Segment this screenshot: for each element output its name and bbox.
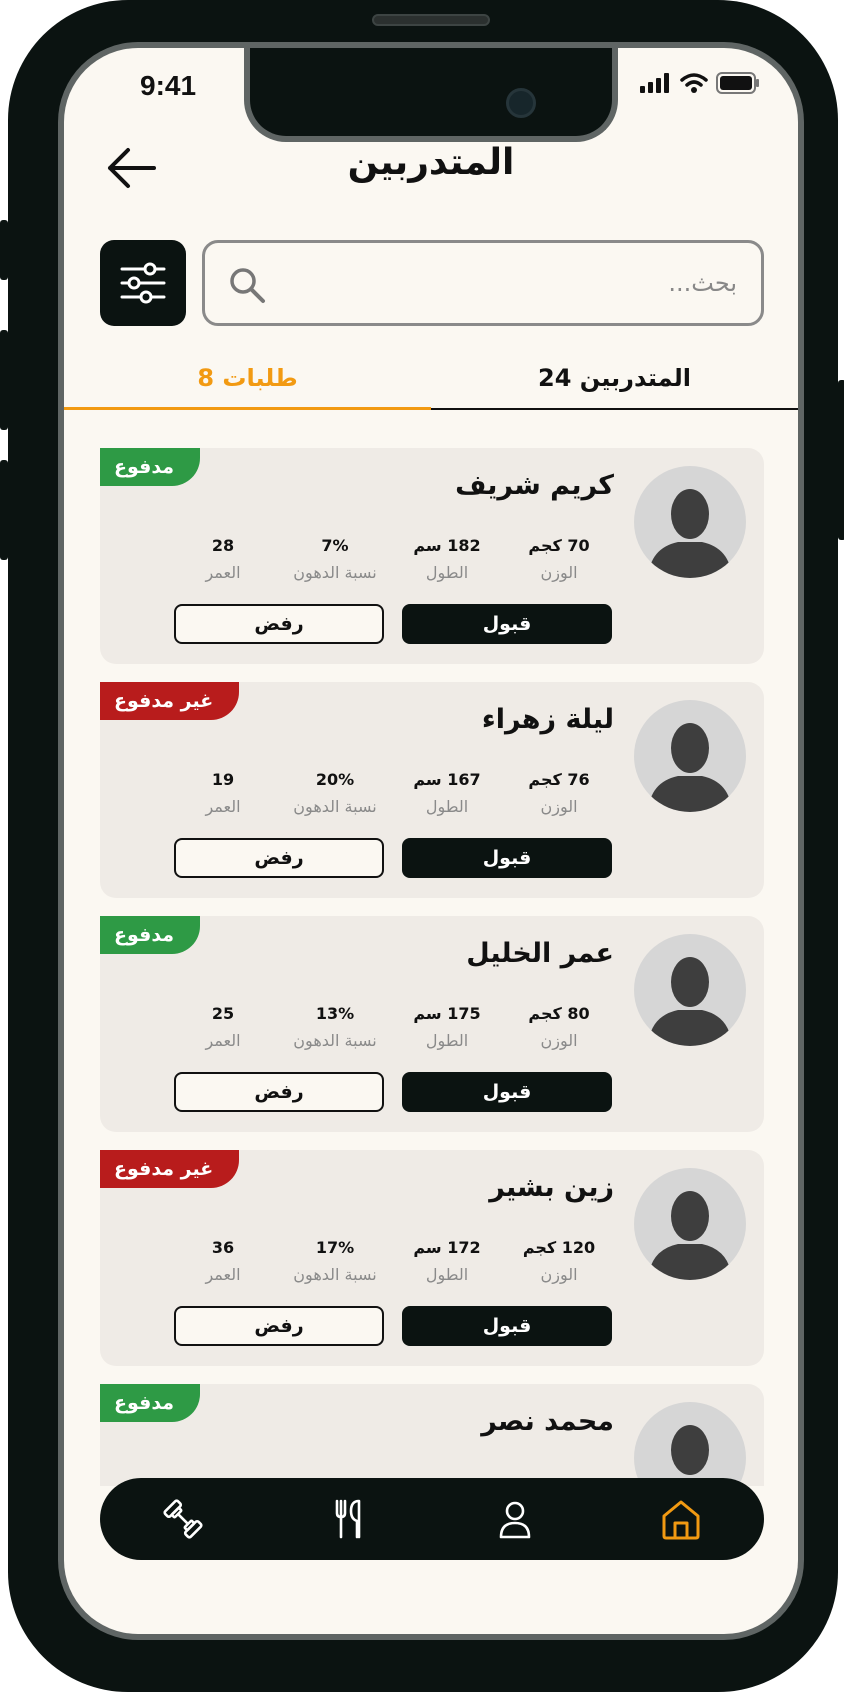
height-label: الطول [425,1265,469,1284]
status-time: 9:41 [140,70,197,101]
trainee-card [100,682,764,898]
nav-home[interactable] [598,1478,764,1560]
weight-value: 80 كجم [528,1004,590,1023]
user-silhouette-icon [634,466,746,578]
age-value: 19 [211,770,235,789]
body-fat-value: 7% [321,536,349,555]
body-fat-value: 13% [315,1004,355,1023]
fork-knife-icon [327,1497,371,1541]
stat-weight [504,768,614,818]
volume-up-button [0,330,8,430]
tab-trainees[interactable]: المتدربين 24 [431,348,798,410]
height-value: 175 سم [413,1004,481,1023]
header [64,128,798,208]
height-value: 182 سم [413,536,481,555]
bottom-nav [100,1478,764,1560]
stat-height [392,1002,502,1052]
nav-workouts[interactable] [100,1478,266,1560]
user-silhouette-icon [634,934,746,1046]
trainee-card [100,916,764,1132]
stat-height [392,768,502,818]
search-row [100,240,766,326]
avatar [634,700,746,812]
stat-weight [504,1002,614,1052]
age-value: 25 [211,1004,235,1023]
status-icons [640,72,760,94]
user-silhouette-icon [634,700,746,812]
reject-button[interactable]: رفض [174,1072,384,1112]
search-input[interactable] [297,243,737,323]
body-fat-label: نسبة الدهون [293,1031,377,1050]
stat-age [168,768,278,818]
search-icon [227,265,267,305]
age-label: العمر [205,563,241,582]
dumbbell-icon [161,1497,205,1541]
screen [64,48,798,1634]
height-label: الطول [425,1031,469,1050]
wifi-icon [680,72,708,94]
front-camera [506,88,536,118]
trainee-card [100,1150,764,1366]
payment-status-badge: مدفوع [100,1384,200,1422]
tab-bar [64,348,798,410]
body-fat-value: 17% [315,1238,355,1257]
nav-profile[interactable] [432,1478,598,1560]
volume-down-button [0,460,8,560]
stat-body-fat [280,534,390,584]
age-label: العمر [205,1031,241,1050]
cellular-signal-icon [640,73,672,93]
accept-button[interactable]: قبول [402,838,612,878]
stat-body-fat [280,1002,390,1052]
reject-button[interactable]: رفض [174,1306,384,1346]
stat-body-fat [280,1236,390,1286]
trainee-card [100,1384,764,1486]
age-value: 36 [211,1238,235,1257]
stat-body-fat [280,768,390,818]
weight-value: 76 كجم [528,770,590,789]
home-icon [659,1497,703,1541]
stat-weight [504,1236,614,1286]
trainee-name: زين بشير [489,1172,614,1203]
power-button [838,380,844,540]
avatar [634,934,746,1046]
weight-label: الوزن [540,1265,578,1284]
trainee-request-list [100,448,764,1486]
age-label: العمر [205,797,241,816]
stat-weight [504,534,614,584]
filter-button[interactable] [100,240,186,326]
search-box [202,240,764,326]
weight-label: الوزن [540,797,578,816]
speaker-grille [372,14,490,26]
reject-button[interactable]: رفض [174,604,384,644]
height-label: الطول [425,797,469,816]
age-label: العمر [205,1265,241,1284]
weight-label: الوزن [540,563,578,582]
trainee-name: ليلة زهراء [481,704,614,735]
body-fat-label: نسبة الدهون [293,797,377,816]
weight-value: 120 كجم [522,1238,596,1257]
page-title: المتدربين [347,142,515,183]
reject-button[interactable]: رفض [174,838,384,878]
weight-label: الوزن [540,1031,578,1050]
trainee-card [100,448,764,664]
body-fat-label: نسبة الدهون [293,1265,377,1284]
avatar [634,466,746,578]
trainee-name: عمر الخليل [466,938,614,969]
avatar [634,1402,746,1486]
height-value: 172 سم [413,1238,481,1257]
payment-status-badge: غير مدفوع [100,1150,239,1188]
avatar [634,1168,746,1280]
payment-status-badge: مدفوع [100,448,200,486]
accept-button[interactable]: قبول [402,604,612,644]
user-silhouette-icon [634,1402,746,1486]
stat-age [168,534,278,584]
sliders-icon [120,262,166,304]
payment-status-badge: غير مدفوع [100,682,239,720]
phone-frame [8,0,838,1692]
accept-button[interactable]: قبول [402,1072,612,1112]
tab-requests[interactable]: طلبات 8 [64,348,431,410]
stat-age [168,1236,278,1286]
stat-age [168,1002,278,1052]
nav-nutrition[interactable] [266,1478,432,1560]
battery-icon [716,72,760,94]
stat-height [392,1236,502,1286]
body-fat-label: نسبة الدهون [293,563,377,582]
payment-status-badge: مدفوع [100,916,200,954]
mute-switch [0,220,8,280]
weight-value: 70 كجم [528,536,590,555]
trainee-name: كريم شريف [455,470,614,501]
body-fat-value: 20% [315,770,355,789]
trainee-name: محمد نصر [481,1406,614,1437]
height-value: 167 سم [413,770,481,789]
height-label: الطول [425,563,469,582]
accept-button[interactable]: قبول [402,1306,612,1346]
age-value: 28 [211,536,235,555]
user-silhouette-icon [634,1168,746,1280]
user-icon [493,1497,537,1541]
stat-height [392,534,502,584]
